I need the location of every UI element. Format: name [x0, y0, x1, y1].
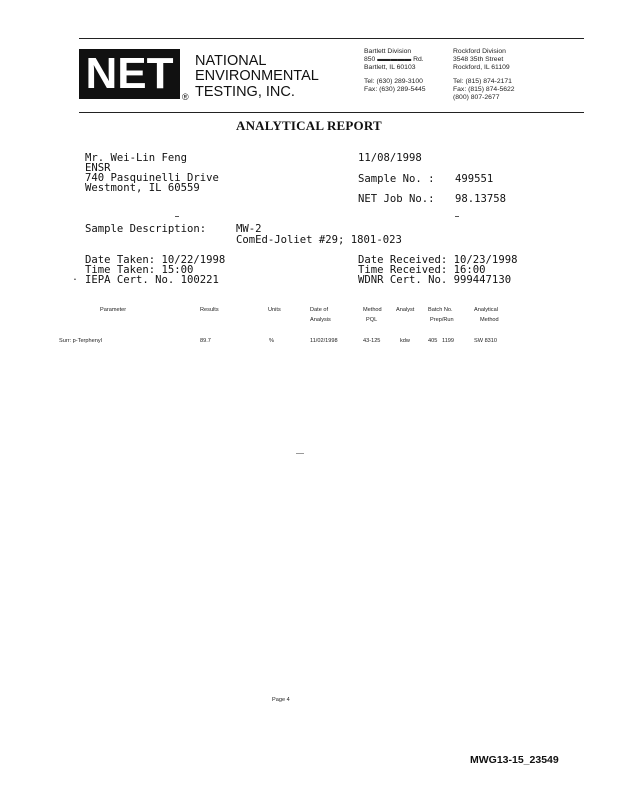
header-bottom-rule [79, 112, 584, 113]
job-no-label: NET Job No.: [358, 193, 435, 205]
header-analytical-method: Analytical Method [474, 307, 499, 323]
company-name-line-2: ENVIRONMENTAL [195, 68, 319, 84]
client-street: 740 Pasquinelli Drive [85, 172, 219, 184]
bartlett-division: Bartlett Division 850 ▬▬▬▬▬ Rd. Bartlett, IL 60103 Tel: (630) 289-3100 Fax: (630) 289-5445 [364, 48, 426, 93]
header-method-pql: Method PQL [363, 307, 382, 323]
sample-no-label: Sample No. : [358, 173, 435, 185]
tick-mark [455, 216, 459, 217]
header-batch: Batch No. Prep/Run [428, 307, 454, 323]
scan-mark [296, 453, 304, 454]
row-analytical-method: SW 8310 [474, 338, 498, 344]
row-units: % [269, 338, 274, 344]
sample-no: 499551 [455, 173, 494, 185]
registered-mark: ® [182, 92, 189, 102]
wdnr-cert: WDNR Cert. No. 999447130 [358, 274, 512, 286]
header-date-of-analysis: Date of Analysis [310, 307, 331, 323]
rockford-division: Rockford Division 3548 35th Street Rockford, IL 61109 Tel: (815) 874-2171 Fax: (815) 874-5622 (800) 807-2677 [453, 48, 515, 102]
net-logo: NET [79, 49, 180, 99]
sample-description-label: Sample Description: [85, 223, 207, 235]
company-name-line-1: NATIONAL [195, 53, 267, 69]
time-taken: Time Taken: 15:00 [85, 264, 194, 276]
row-parameter: Surr: p-Terphenyl [59, 338, 102, 344]
page-number: Page 4 [272, 697, 290, 703]
tick-mark [175, 216, 179, 217]
client-city: Westmont, IL 60559 [85, 182, 200, 194]
iepa-cert: IEPA Cert. No. 100221 [85, 274, 219, 286]
header-results: Results [200, 307, 219, 313]
report-title: ANALYTICAL REPORT [236, 118, 382, 133]
document-id: MWG13-15_23549 [470, 754, 559, 766]
date-taken: Date Taken: 10/22/1998 [85, 254, 226, 266]
company-name-line-3: TESTING, INC. [195, 84, 295, 100]
top-rule [79, 38, 584, 39]
sample-description-id: MW-2 [236, 223, 262, 235]
sample-description-site: ComEd-Joliet #29; 1801-023 [236, 234, 402, 246]
row-method-pql: 43-125 [363, 338, 381, 344]
header-parameter: Parameter [100, 307, 127, 313]
date-received: Date Received: 10/23/1998 [358, 254, 518, 266]
client-name: Mr. Wei-Lin Feng [85, 152, 188, 164]
row-batch: 405 1199 [428, 338, 455, 344]
row-date: 11/02/1998 [310, 338, 338, 344]
header-analyst: Analyst [396, 307, 415, 313]
row-results: 89.7 [200, 338, 211, 344]
job-no: 98.13758 [455, 193, 507, 205]
time-received: Time Received: 16:00 [358, 264, 486, 276]
report-date: 11/08/1998 [358, 152, 422, 164]
header-units: Units [268, 307, 281, 313]
client-company: ENSR [85, 162, 111, 174]
row-analyst: kdw [400, 338, 410, 344]
bullet-mark: • [74, 277, 76, 283]
